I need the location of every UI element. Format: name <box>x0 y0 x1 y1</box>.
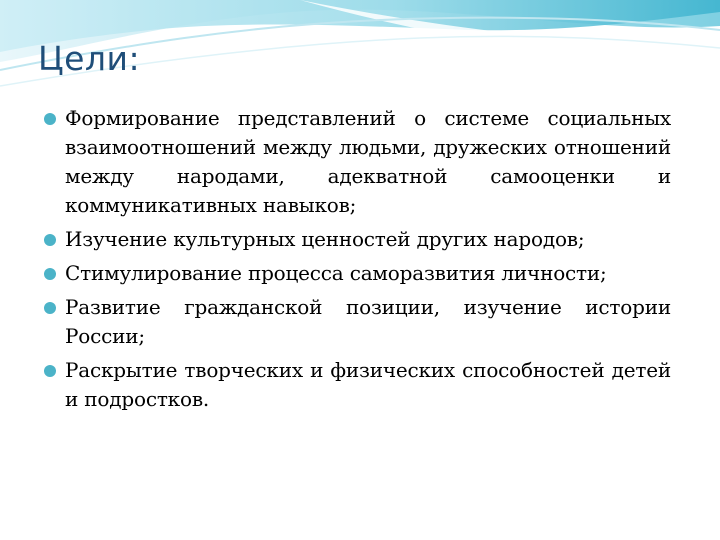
list-item-text: Формирование представлений о системе социальных взаимоотношений между людьми, дружеских отношений между народами, адекватной самооценки и коммуникативных навыков; <box>65 106 671 217</box>
list-item <box>44 356 671 414</box>
list-item-text: Изучение культурных ценностей других народов; <box>65 227 585 251</box>
goals-list <box>44 104 671 419</box>
circle-bullet-icon <box>44 234 56 246</box>
slide-title: Цели: <box>38 39 141 78</box>
list-item-text: Стимулирование процесса саморазвития личности; <box>65 261 607 285</box>
circle-bullet-icon <box>44 113 56 125</box>
list-item-text: Развитие гражданской позиции, изучение истории России; <box>65 295 671 348</box>
circle-bullet-icon <box>44 268 56 280</box>
list-item <box>44 104 671 220</box>
circle-bullet-icon <box>44 365 56 377</box>
list-item <box>44 259 671 288</box>
list-item <box>44 293 671 351</box>
list-item-text: Раскрытие творческих и физических способностей детей и подростков. <box>65 358 671 411</box>
list-item <box>44 225 671 254</box>
circle-bullet-icon <box>44 302 56 314</box>
